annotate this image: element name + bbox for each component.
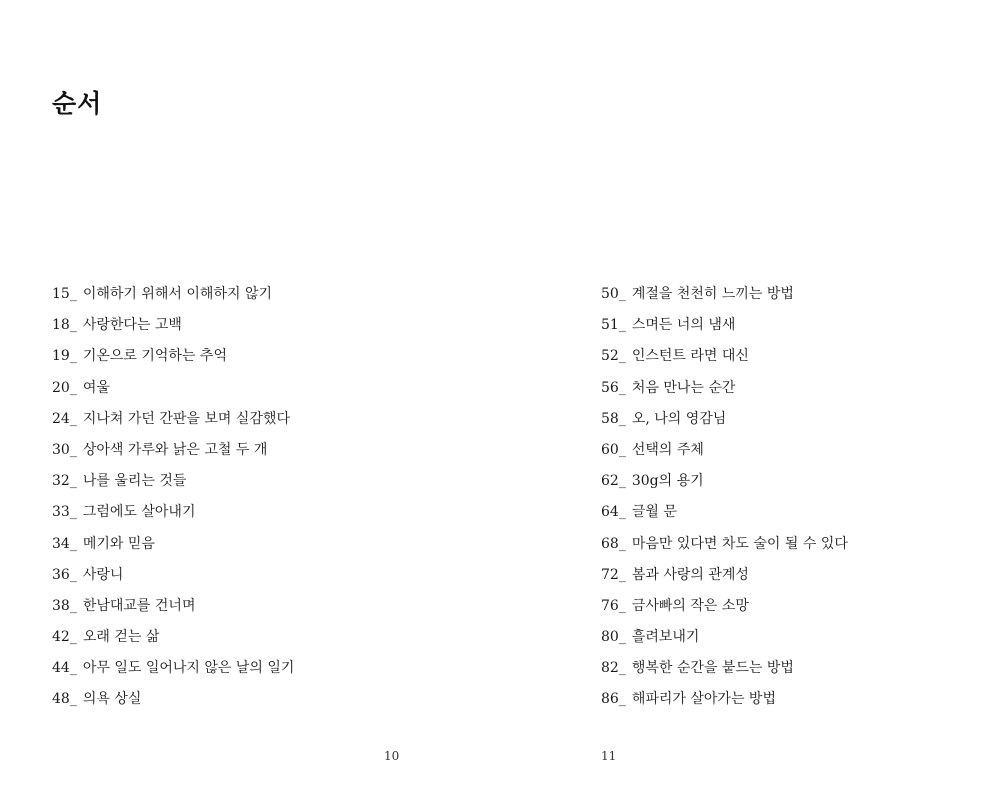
toc-entry-title: 상아색 가루와 낡은 고철 두 개 <box>82 441 268 458</box>
toc-entry-page: 30 <box>52 441 70 458</box>
toc-entry-title: 봄과 사랑의 관계성 <box>631 566 749 583</box>
toc-entry-separator: _ <box>69 379 77 396</box>
toc-entry-page: 86 <box>601 691 619 708</box>
toc-entry <box>52 346 294 377</box>
toc-entry <box>601 534 848 565</box>
toc-entry-title: 선택의 주체 <box>631 441 704 458</box>
toc-entry <box>601 596 848 627</box>
toc-entry-page: 32 <box>52 473 70 490</box>
toc-entry-title: 오, 나의 영감님 <box>631 410 727 427</box>
toc-entry-separator: _ <box>69 691 77 708</box>
toc-entry-separator: _ <box>69 535 77 552</box>
toc-entry-page: 38 <box>52 597 70 614</box>
toc-entry-page: 44 <box>52 660 70 677</box>
toc-entry-page: 33 <box>52 504 70 521</box>
toc-entry-page: 58 <box>601 410 619 427</box>
toc-entry <box>601 627 848 658</box>
toc-entry-separator: _ <box>618 286 626 302</box>
toc-entry-separator: _ <box>618 629 626 646</box>
toc-entry-page: 18 <box>52 317 70 334</box>
toc-entry-separator: _ <box>69 629 77 646</box>
toc-entry-separator: _ <box>69 286 77 302</box>
toc-entry <box>52 284 294 315</box>
toc-entry-title: 금사빠의 작은 소망 <box>631 597 749 614</box>
right-page <box>500 0 1000 809</box>
toc-entry <box>601 378 848 409</box>
toc-entry <box>601 315 848 346</box>
toc-entry-title: 글월 문 <box>631 504 677 521</box>
toc-entry-title: 그럼에도 살아내기 <box>82 504 196 521</box>
toc-entry-page: 64 <box>601 504 619 521</box>
toc-entry-page: 15 <box>52 286 70 302</box>
toc-entry-title: 의욕 상실 <box>82 691 142 708</box>
toc-entry <box>52 378 294 409</box>
toc-entry-page: 80 <box>601 629 619 646</box>
toc-entry-separator: _ <box>618 379 626 396</box>
toc-entry-title: 한남대교를 건너며 <box>82 597 196 614</box>
toc-entry-separator: _ <box>618 691 626 708</box>
toc-entry-page: 36 <box>52 566 70 583</box>
toc-entry-separator: _ <box>618 535 626 552</box>
toc-entry-page: 42 <box>52 629 70 646</box>
toc-entry <box>601 409 848 440</box>
toc-entry <box>52 440 294 471</box>
toc-entry-title: 사랑니 <box>82 566 124 583</box>
toc-entry-separator: _ <box>618 410 626 427</box>
toc-entry-title: 계절을 천천히 느끼는 방법 <box>631 286 794 302</box>
toc-entry-title: 메기와 믿음 <box>82 535 155 552</box>
toc-entry-separator: _ <box>618 348 626 365</box>
toc-entry-page: 51 <box>601 317 619 334</box>
toc-entry-separator: _ <box>69 317 77 334</box>
toc-entry-separator: _ <box>618 566 626 583</box>
toc-entry-title: 나를 울리는 것들 <box>82 473 187 490</box>
toc-entry <box>52 627 294 658</box>
toc-entry <box>601 689 848 720</box>
toc-entry-title: 여울 <box>82 379 110 396</box>
toc-entry-separator: _ <box>618 597 626 614</box>
toc-entry-separator: _ <box>69 441 77 458</box>
toc-entry <box>52 471 294 502</box>
toc-entry-separator: _ <box>618 441 626 458</box>
toc-entry-separator: _ <box>69 660 77 677</box>
toc-entry-separator: _ <box>618 660 626 677</box>
toc-entry-title: 기온으로 기억하는 추억 <box>82 348 227 365</box>
toc-entry-title: 행복한 순간을 붙드는 방법 <box>631 660 794 677</box>
toc-entry-title: 인스턴트 라면 대신 <box>631 348 749 365</box>
toc-entry <box>601 346 848 377</box>
toc-entry <box>601 502 848 533</box>
toc-entry-separator: _ <box>69 597 77 614</box>
toc-entry <box>52 409 294 440</box>
toc-entry-page: 56 <box>601 379 619 396</box>
toc-entry-page: 20 <box>52 379 70 396</box>
toc-entry <box>52 658 294 689</box>
toc-list-left <box>52 284 294 721</box>
toc-entry-title: 지나쳐 가던 간판을 보며 실감했다 <box>82 410 290 427</box>
toc-entry-separator: _ <box>618 317 626 334</box>
toc-entry <box>52 315 294 346</box>
toc-entry-separator: _ <box>618 504 626 521</box>
toc-entry-page: 68 <box>601 535 619 552</box>
toc-entry <box>601 471 848 502</box>
toc-entry-page: 60 <box>601 441 619 458</box>
toc-entry-separator: _ <box>69 410 77 427</box>
toc-entry <box>52 596 294 627</box>
toc-entry <box>601 658 848 689</box>
toc-entry-page: 72 <box>601 566 619 583</box>
toc-entry-page: 82 <box>601 660 619 677</box>
toc-title: 순서 <box>52 89 103 118</box>
toc-entry-page: 76 <box>601 597 619 614</box>
toc-entry-title: 스며든 너의 냄새 <box>631 317 736 334</box>
toc-entry-title: 처음 만나는 순간 <box>631 379 736 396</box>
toc-entry-page: 19 <box>52 348 70 365</box>
toc-entry-page: 62 <box>601 473 619 490</box>
toc-entry-page: 50 <box>601 286 619 302</box>
toc-entry-title: 30g의 용기 <box>631 473 704 490</box>
toc-entry-title: 흘려보내기 <box>631 629 700 646</box>
page-number-left: 10 <box>384 749 400 763</box>
toc-entry-title: 해파리가 살아가는 방법 <box>631 691 776 708</box>
page-number-right: 11 <box>601 749 617 763</box>
toc-entry-title: 오래 걷는 삶 <box>82 629 160 646</box>
toc-entry-page: 34 <box>52 535 70 552</box>
toc-entry-title: 마음만 있다면 차도 술이 될 수 있다 <box>631 535 848 552</box>
toc-entry-separator: _ <box>69 566 77 583</box>
toc-entry <box>601 284 848 315</box>
toc-entry-title: 사랑한다는 고백 <box>82 317 182 334</box>
toc-list-right <box>601 284 848 721</box>
toc-entry-separator: _ <box>69 348 77 365</box>
toc-entry <box>601 565 848 596</box>
toc-entry <box>52 534 294 565</box>
toc-entry-page: 48 <box>52 691 70 708</box>
toc-entry-separator: _ <box>69 473 77 490</box>
toc-entry <box>52 565 294 596</box>
toc-entry-separator: _ <box>618 473 626 490</box>
toc-entry <box>601 440 848 471</box>
toc-entry-title: 이해하기 위해서 이해하지 않기 <box>82 286 272 302</box>
toc-entry-page: 24 <box>52 410 70 427</box>
toc-entry-title: 아무 일도 일어나지 않은 날의 일기 <box>82 660 295 677</box>
toc-entry-page: 52 <box>601 348 619 365</box>
toc-entry-separator: _ <box>69 504 77 521</box>
toc-entry <box>52 502 294 533</box>
toc-entry <box>52 689 294 720</box>
